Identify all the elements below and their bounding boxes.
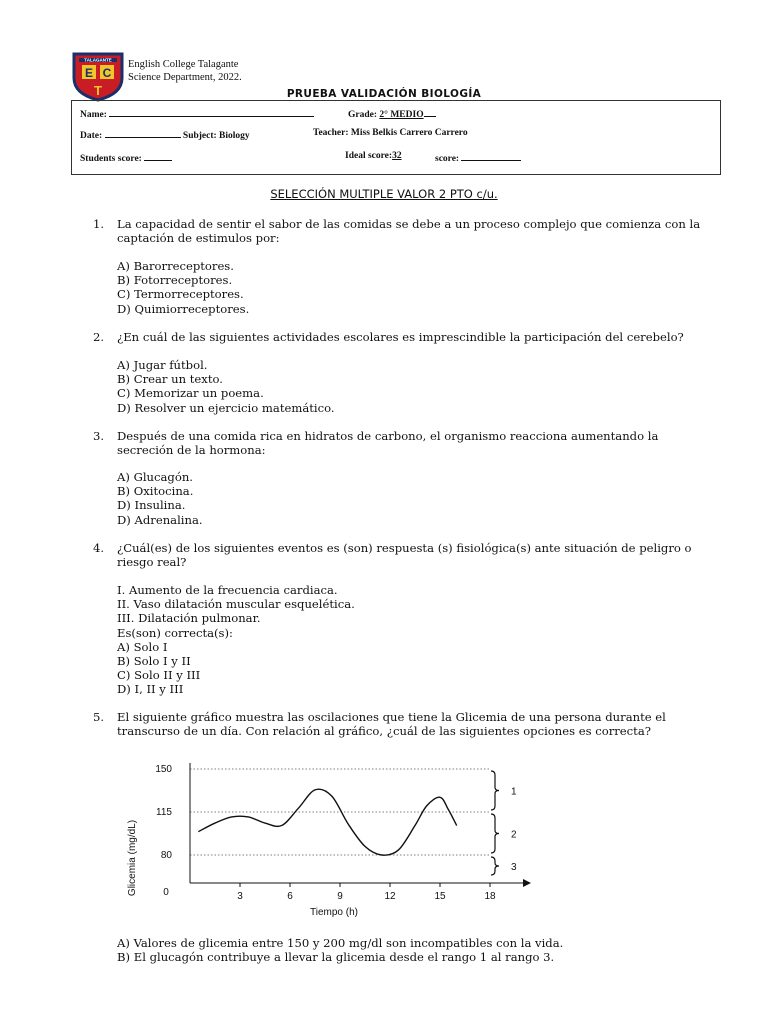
question-number: 4. — [93, 541, 105, 555]
x-tick-label: 12 — [384, 891, 396, 902]
students-score-field[interactable] — [144, 151, 172, 161]
y-tick-label: 115 — [156, 807, 172, 818]
option-c[interactable]: C) Solo II y III — [117, 668, 201, 683]
question-5-options — [117, 936, 563, 964]
option-a[interactable]: A) Glucagón. — [117, 470, 193, 484]
students-score-row — [80, 151, 172, 164]
range-label-1: 1 — [511, 786, 517, 798]
question-3 — [93, 429, 713, 458]
option-d[interactable]: D) Resolver un ejercicio matemático. — [117, 400, 335, 415]
glicemia-series-line — [198, 789, 456, 855]
question-4-body — [117, 583, 355, 697]
statement-3: III. Dilatación pulmonar. — [117, 611, 261, 626]
school-header — [128, 58, 242, 84]
option-b[interactable]: B) Crear un texto. — [117, 372, 223, 387]
x-tick-label: 15 — [434, 891, 446, 902]
option-c[interactable]: D) Insulina. — [117, 498, 186, 513]
range-label-2: 2 — [511, 829, 517, 841]
ideal-score-value: 32 — [392, 151, 402, 161]
option-a[interactable]: A) Jugar fútbol. — [117, 358, 208, 372]
score-row — [435, 151, 521, 164]
students-score-label: Students score: — [80, 154, 142, 164]
score-field[interactable] — [461, 151, 521, 161]
option-c[interactable]: C) Memorizar un poema. — [117, 386, 264, 401]
question-text: Después de una comida rica en hidratos de carbono, el organismo reacciona aumentando la secreción de la hormona: — [117, 429, 659, 458]
question-2 — [93, 330, 713, 344]
option-b[interactable]: B) Solo I y II — [117, 654, 191, 669]
range-bracket-3 — [491, 857, 499, 875]
statement-prompt: Es(son) correcta(s): — [117, 625, 233, 640]
option-b[interactable]: B) Oxitocina. — [117, 484, 194, 499]
x-axis-label: Tiempo (h) — [310, 907, 358, 918]
grade-row — [348, 107, 436, 120]
name-row — [80, 107, 314, 120]
option-d[interactable]: D) Quimiorreceptores. — [117, 301, 250, 316]
question-text: ¿En cuál de las siguientes actividades escolares es imprescindible la participación del cerebelo? — [117, 330, 684, 344]
x-tick-label: 3 — [237, 891, 243, 902]
logo-letter-c: C — [102, 66, 112, 80]
y-tick-label: 80 — [160, 850, 172, 861]
question-2-options — [117, 358, 335, 415]
range-bracket-1 — [491, 771, 499, 810]
question-text: La capacidad de sentir el sabor de las comidas se debe a un proceso complejo que comienza con la captación de estimulos por: — [117, 217, 701, 246]
origin-label: 0 — [163, 887, 169, 898]
range-label-3: 3 — [511, 862, 517, 873]
x-tick-label: 6 — [287, 891, 293, 902]
grade-label: Grade: — [348, 110, 378, 120]
option-c[interactable]: C) Termorreceptores. — [117, 287, 244, 302]
logo-top-text: TALAGANTE — [84, 57, 112, 63]
date-row — [80, 128, 250, 141]
option-b[interactable]: B) El glucagón contribuye a llevar la glicemia desde el rango 1 al rango 3. — [117, 950, 555, 965]
ideal-score-label: Ideal score: — [345, 151, 393, 161]
option-a[interactable]: A) Valores de glicemia entre 150 y 200 mg/dl son incompatibles con la vida. — [117, 936, 564, 950]
question-1 — [93, 217, 713, 246]
date-field[interactable] — [105, 128, 181, 138]
option-d[interactable]: D) I, II y III — [117, 682, 184, 697]
logo-letter-e: E — [84, 66, 94, 80]
logo-letter-t: T — [94, 83, 102, 98]
score-label: score: — [435, 154, 460, 164]
grade-underline — [424, 107, 436, 117]
student-info-box — [71, 100, 721, 175]
option-b[interactable]: B) Fotorreceptores. — [117, 273, 233, 288]
x-tick-label: 9 — [337, 891, 343, 902]
page-title: PRUEBA VALIDACIÓN BIOLOGÍA — [286, 88, 482, 100]
ideal-score-row — [345, 151, 402, 161]
subject-label: Subject: Biology — [182, 131, 250, 141]
question-4 — [93, 541, 713, 570]
range-bracket-2 — [491, 814, 499, 853]
school-name: English College Talagante — [128, 59, 239, 70]
option-a[interactable]: A) Solo I — [117, 639, 168, 654]
x-axis-arrow — [523, 879, 531, 887]
question-number: 1. — [93, 217, 105, 231]
question-3-options — [117, 470, 203, 527]
question-number: 5. — [93, 710, 105, 724]
date-label: Date: — [80, 131, 103, 141]
glicemia-chart — [118, 755, 538, 925]
question-5 — [93, 710, 713, 739]
option-d[interactable]: D) Adrenalina. — [117, 512, 203, 527]
question-text: El siguiente gráfico muestra las oscilaciones que tiene la Glicemia de una persona durante el transcurso de un día. Con relación al gráfico, ¿cuál de las siguientes opciones es correcta? — [117, 710, 666, 739]
statement-1: I. Aumento de la frecuencia cardiaca. — [117, 583, 338, 597]
option-a[interactable]: A) Barorreceptores. — [117, 259, 234, 273]
x-tick-label: 18 — [484, 891, 496, 902]
name-field[interactable] — [109, 107, 314, 117]
statement-2: II. Vaso dilatación muscular esquelética. — [117, 597, 355, 612]
question-1-options — [117, 259, 249, 316]
question-number: 3. — [93, 429, 105, 443]
section-title: SELECCIÓN MULTIPLE VALOR 2 PTO c/u. — [270, 187, 498, 201]
y-tick-label: 150 — [155, 764, 172, 775]
y-axis-label: Glicemia (mg/dL) — [127, 819, 138, 897]
school-department: Science Department, 2022. — [128, 72, 242, 83]
teacher-label: Teacher: Miss Belkis Carrero Carrero — [313, 128, 468, 138]
name-label: Name: — [80, 110, 107, 120]
question-number: 2. — [93, 330, 105, 344]
grade-value: 2° MEDIO — [379, 110, 424, 120]
question-text: ¿Cuál(es) de los siguientes eventos es (son) respuesta (s) fisiológica(s) ante situación de peligro o riesgo real? — [117, 541, 692, 570]
